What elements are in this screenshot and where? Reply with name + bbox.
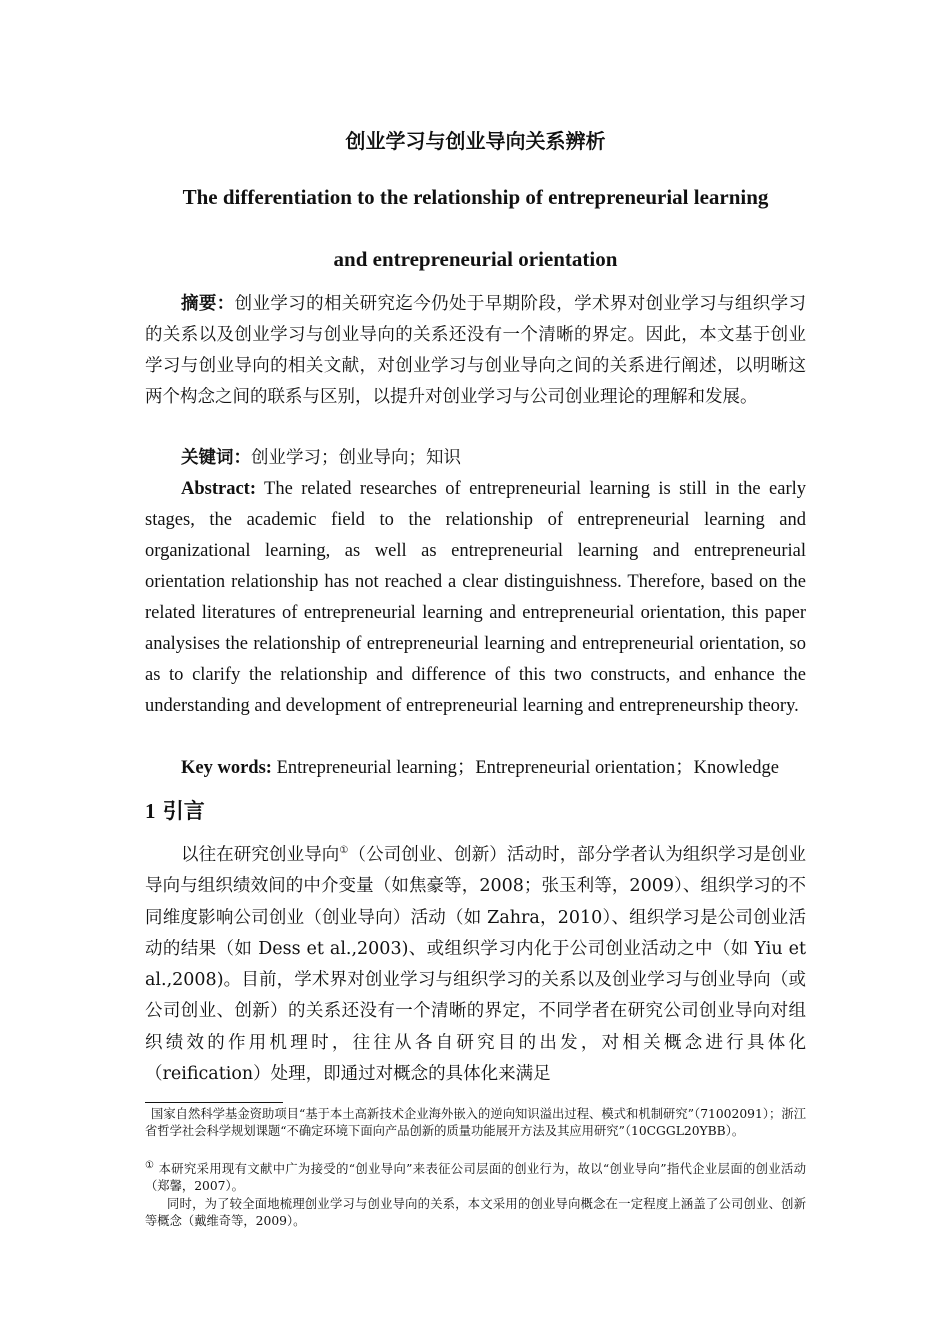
abstract-chinese [145,289,806,413]
abstract-chinese-label: 摘要： [181,294,235,314]
intro-text-part2: （公司创业、创新）活动时，部分学者认为组织学习是创业导向与组织绩效间的中介变量（如焦豪等，2008；张玉利等，2009）、组织学习的不同维度影响公司创业（创业导向）活动（如 Zahra，2010）、组织学习是公司创业活动的结果（如 Dess et al.,2003)、或组织学习内化于公司创业活动之中（如 Yiu et al.,2008)。目前，学术界对创业学习与组织学习的关系以及创业学习与创业导向（或公司创业、创新）的关系还没有一个清晰的界定，不同学者在研究公司创业导向对组织绩效的作用机理时，往往从各自研究目的出发，对相关概念进行具体化（reification）处理，即通过对概念的具体化来满足 [145,845,807,1085]
section-number: 1 [145,799,156,823]
section-heading-introduction [145,796,205,826]
footnote-funding: 国家自然科学基金资助项目“基于本土高新技术企业海外嵌入的逆向知识溢出过程、模式和机制研究”（71002091）；浙江省哲学社会科学规划课题“不确定环境下面向产品创新的质量功能展开方法及其应用研究”（10CGGL20YBB）。 [145,1107,806,1138]
keywords-english-label: Key words: [181,758,272,778]
footnote-1-continued: 同时，为了较全面地梳理创业学习与创业导向的关系，本文采用的创业导向概念在一定程度上涵盖了公司创业、创新等概念（戴维奇等，2009）。 [145,1197,806,1228]
abstract-english [145,474,806,722]
intro-text-part1: 以往在研究创业导向 [181,845,340,865]
keywords-chinese [145,443,806,474]
title-chinese: 创业学习与创业导向关系辨析 [345,129,606,153]
footnote-1-mark: ① [145,1159,155,1171]
keywords-chinese-label: 关键词： [181,448,251,468]
introduction-paragraph [145,840,806,1090]
footnote-reference-mark[interactable]: ① [339,845,349,857]
title-english-line1: The differentiation to the relationship of entrepreneurial learning [182,185,769,209]
keywords-chinese-text: 创业学习；创业导向；知识 [251,448,461,468]
keywords-english [145,753,815,784]
footnote-separator [145,1102,283,1103]
footnote-1-text: 本研究采用现有文献中广为接受的“创业导向”来表征公司层面的创业行为，故以“创业导向”指代企业层面的创业活动（郑馨，2007）。 [145,1162,806,1193]
keywords-english-text: Entrepreneurial learning；Entrepreneurial orientation；Knowledge [271,758,779,778]
title-english-line2: and entrepreneurial orientation [333,247,618,271]
abstract-english-label: Abstract: [181,479,257,499]
abstract-chinese-text: 创业学习的相关研究迄今仍处于早期阶段，学术界对创业学习与组织学习的关系以及创业学习与创业导向的关系还没有一个清晰的界定。因此，本文基于创业学习与创业导向的相关文献，对创业学习与创业导向之间的关系进行阐述，以明晰这两个构念之间的联系与区别，以提升对创业学习与公司创业理论的理解和发展。 [145,294,807,407]
section-title: 引言 [155,799,205,823]
footnote-1 [145,1161,806,1195]
abstract-english-text: The related researches of entrepreneurial learning is still in the early stages, the academic field to the relationship of entrepreneurial learning and organizational learning, as well as entrepreneurial learning and entrepreneurial orientation relationship has not reached a clear distinguishness. Therefore, based on the related literatures of entrepreneurial learning and entrepreneurial orientation, this paper analysises the relationship of entrepreneurial learning and entrepreneurial orientation, so as to clarify the relationship and difference of this two constructs, and enhance the understanding and development of entrepreneurial learning and entrepreneurship theory. [145,479,806,716]
